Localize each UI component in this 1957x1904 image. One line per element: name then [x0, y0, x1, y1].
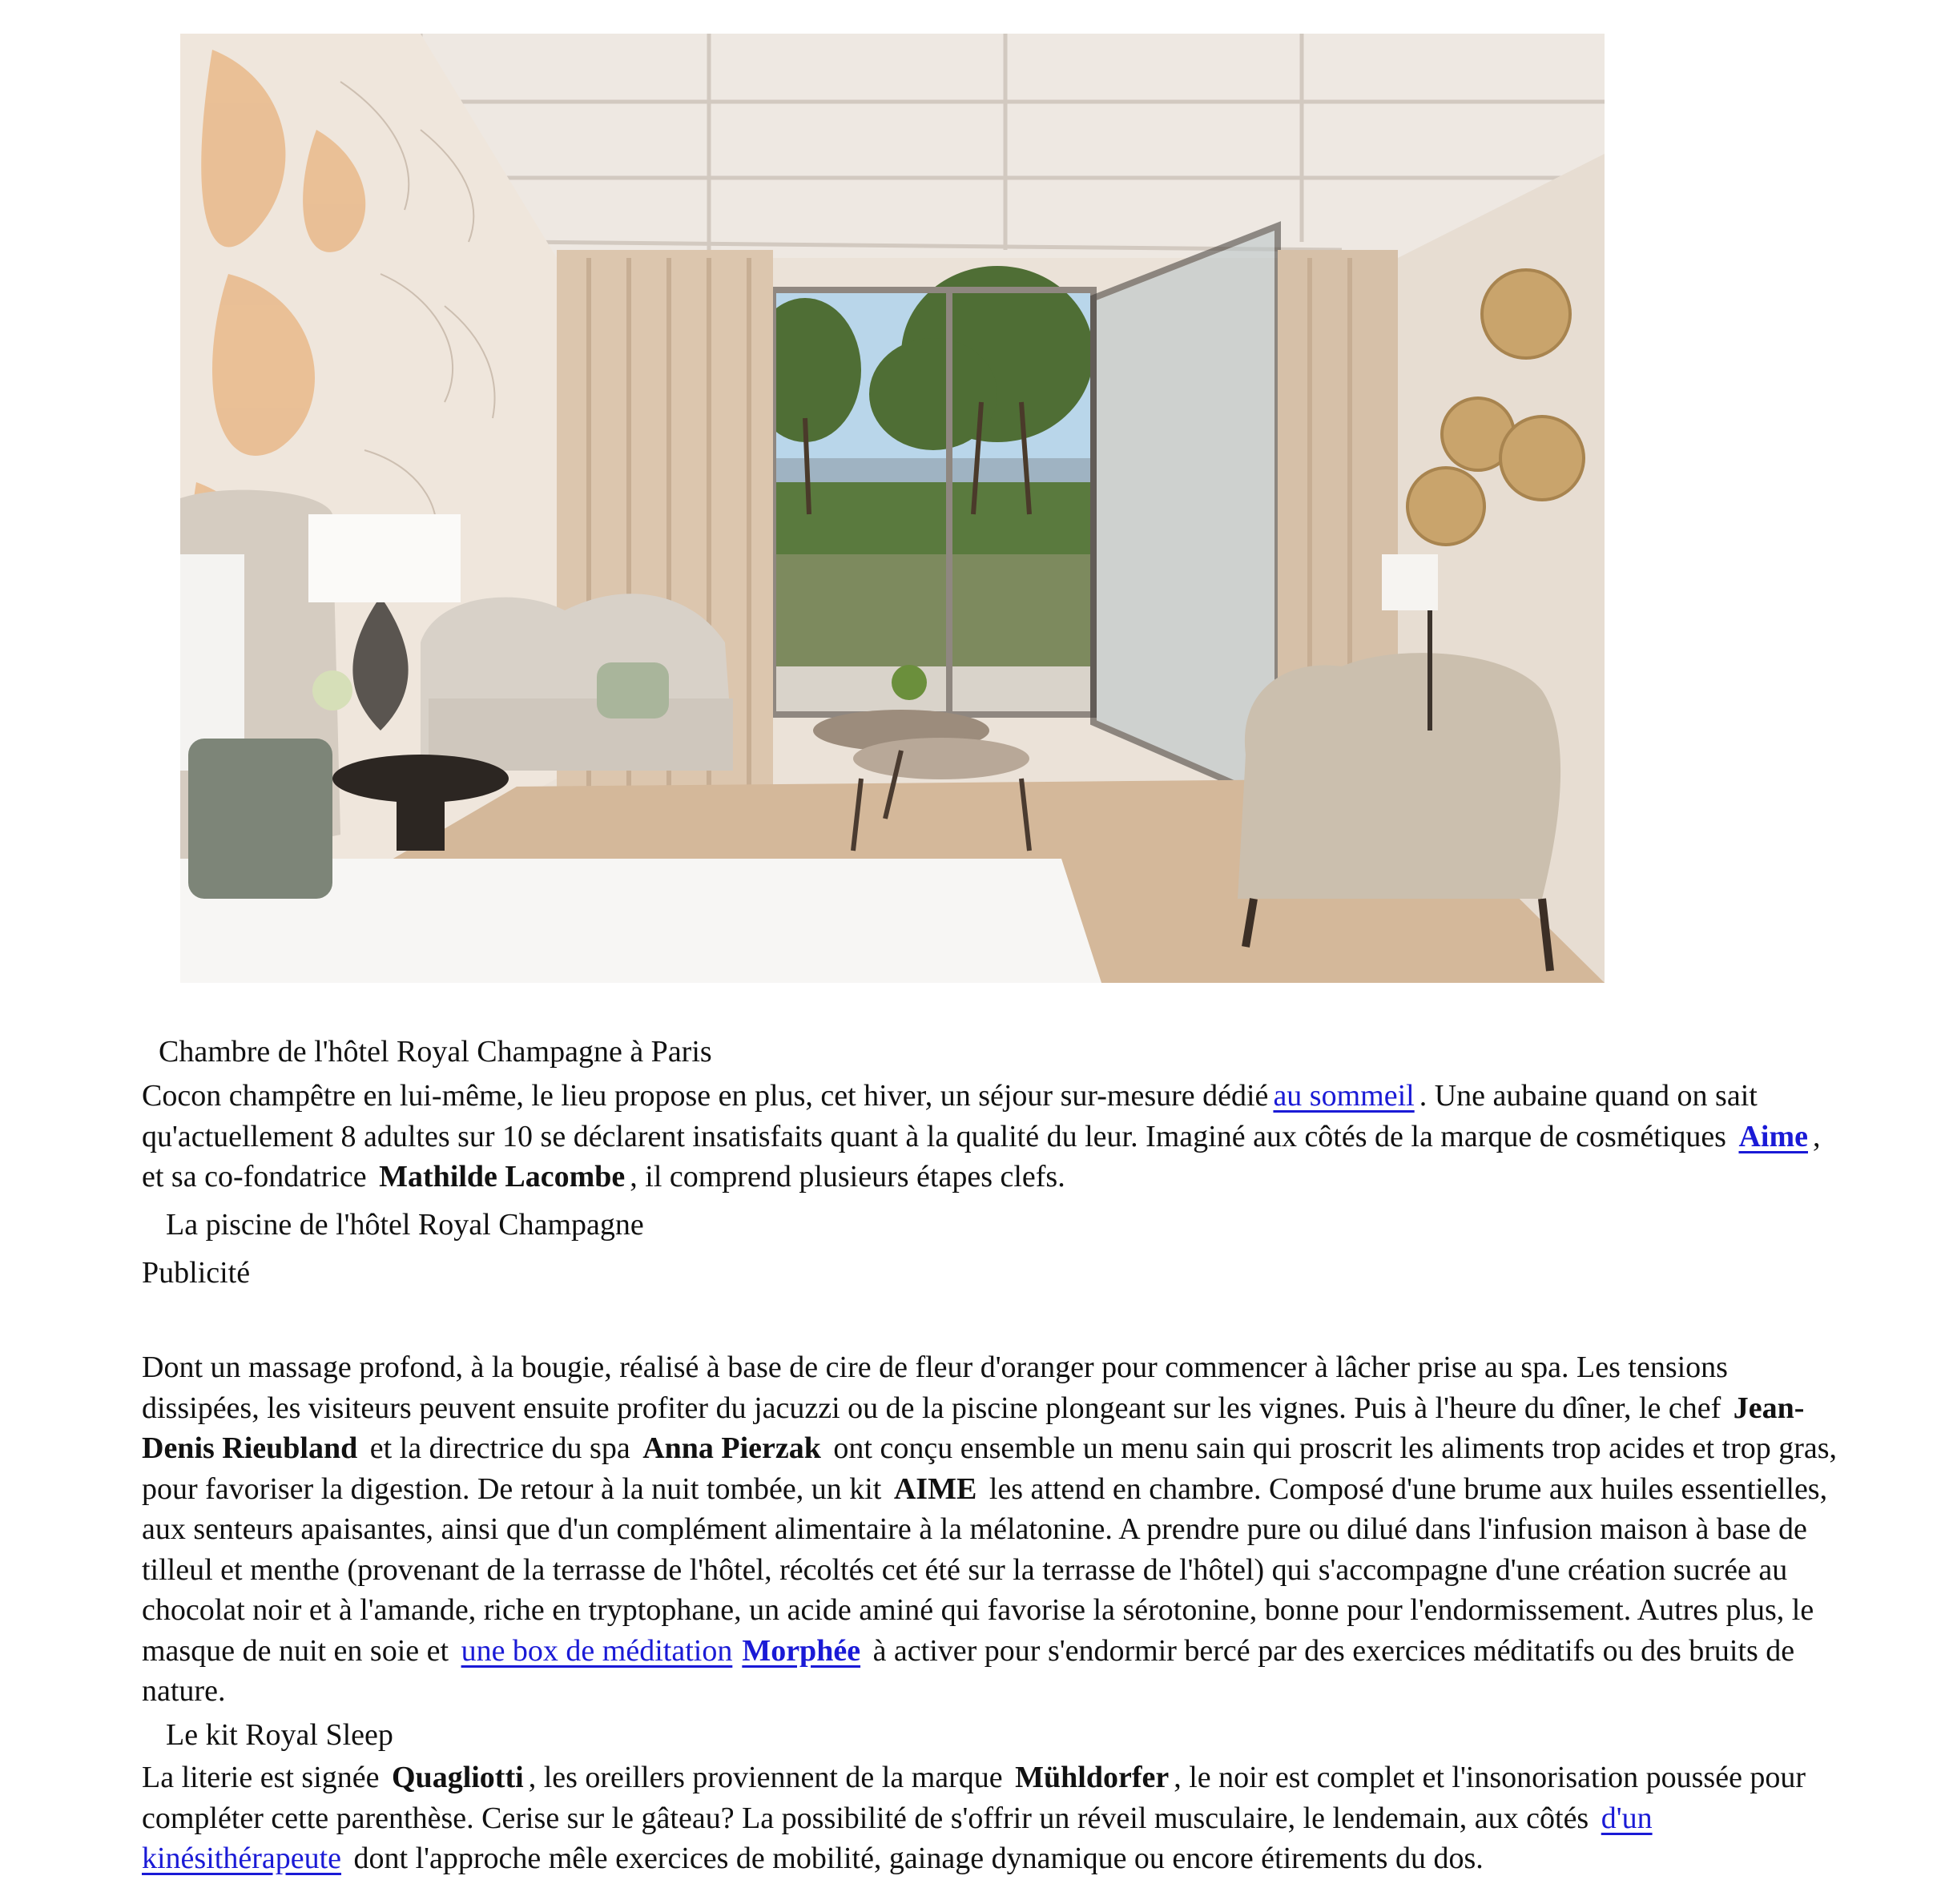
room-illustration — [180, 34, 1605, 983]
text: La literie est signée — [142, 1761, 380, 1794]
link-au-sommeil[interactable]: au sommeil — [1273, 1079, 1415, 1113]
text: , et sa co-fondatrice — [142, 1119, 1821, 1194]
hotel-room-photo — [180, 34, 1605, 983]
text: dont l'approche mêle exercices de mobilité, gainage dynamique ou encore étirements du dos. — [353, 1842, 1484, 1875]
brand-name: AIME — [893, 1471, 977, 1506]
text: , les oreillers proviennent de la marque — [528, 1761, 1003, 1794]
link-aime[interactable]: Aime — [1738, 1119, 1808, 1153]
brand-name: Mühldorfer — [1015, 1761, 1170, 1794]
person-name: Jean-Denis Rieubland — [142, 1391, 1805, 1465]
ad-label: Publicité — [142, 1256, 251, 1290]
person-name: Anna Pierzak — [642, 1431, 821, 1465]
brand-name: Quagliotti — [392, 1761, 524, 1794]
pool-caption: La piscine de l'hôtel Royal Champagne — [166, 1208, 644, 1242]
article-paragraph-1 — [142, 1076, 1840, 1198]
article-paragraph-2 — [142, 1347, 1840, 1712]
text: Dont un massage profond, à la bougie, réalisé à base de cire de fleur d'oranger pour commencer à lâcher prise au spa. Les tensions dissipées, les visiteurs peuvent ensuite profiter du jacuzzi ou de la piscine plongeant sur les vignes. Puis à l'heure du dîner, le chef — [142, 1351, 1728, 1425]
link-box-meditation[interactable]: une box de méditation — [461, 1633, 733, 1668]
photo-caption: Chambre de l'hôtel Royal Champagne à Paris — [159, 1035, 712, 1069]
person-name: Mathilde Lacombe — [379, 1160, 626, 1194]
text: , il comprend plusieurs étapes clefs. — [630, 1160, 1065, 1194]
text: , le noir est complet et l'insonorisation poussée pour compléter cette parenthèse. Cerise sur le gâteau? La possibilité de s'offrir un réveil musculaire, le lendemain, aux côtés — [142, 1761, 1806, 1835]
text: à activer pour s'endormir bercé par des exercices méditatifs ou des bruits de nature. — [142, 1633, 1795, 1708]
text: ont conçu ensemble un menu sain qui proscrit les aliments trop acides et trop gras, pour favoriser la digestion. De retour à la nuit tombée, un kit — [142, 1431, 1838, 1506]
article-paragraph-3 — [142, 1757, 1840, 1879]
text: et la directrice du spa — [369, 1431, 630, 1465]
text: . Une aubaine quand on sait qu'actuellement 8 adultes sur 10 se déclarent insatisfaits quant à la qualité du leur. Imaginé aux côtés de la marque de cosmétiques — [142, 1079, 1758, 1153]
link-morphee[interactable]: Morphée — [742, 1633, 861, 1668]
text: les attend en chambre. Composé d'une brume aux huiles essentielles, aux senteurs apaisantes, ainsi que d'un complément alimentaire à la mélatonine. A prendre pure ou dilué dans l'infusion maison à base de tilleul et menthe (provenant de la terrasse de l'hôtel, récoltés cet été sur la terrasse de l'hôtel) qui s'accompagne d'une création sucrée au chocolat noir et à l'amande, riche en tryptophane, un acide aminé qui favorise la sérotonine, bonne pour l'endormissement. Autres plus, le masque de nuit en soie et — [142, 1471, 1828, 1668]
kit-caption: Le kit Royal Sleep — [166, 1718, 393, 1752]
link-kinesitherapeute[interactable]: d'un kinésithérapeute — [142, 1801, 1653, 1875]
text: Cocon champêtre en lui-même, le lieu propose en plus, cet hiver, un séjour sur-mesure dédié — [142, 1079, 1269, 1113]
